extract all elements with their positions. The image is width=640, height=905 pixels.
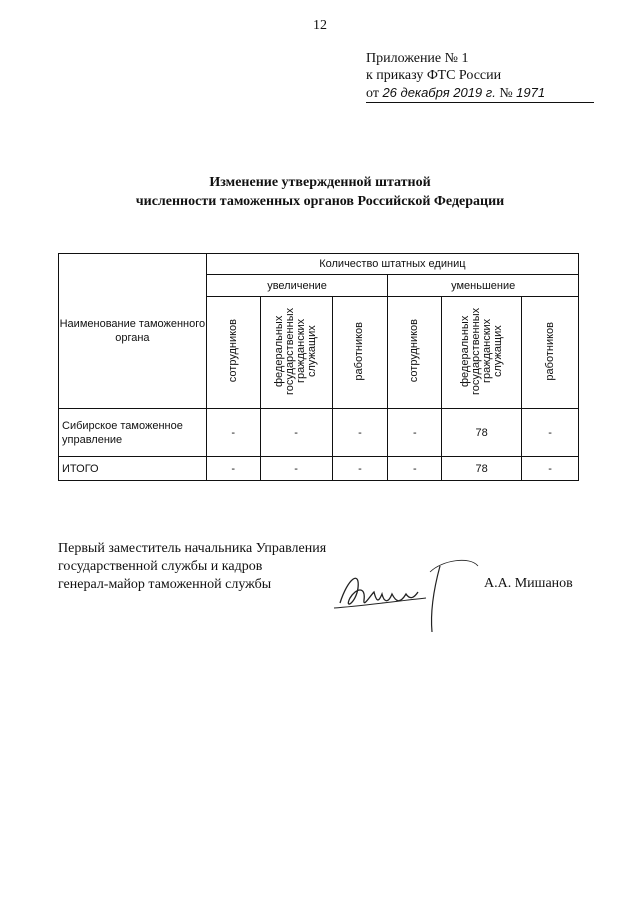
table-row (59, 409, 579, 457)
page-number: 12 (313, 18, 327, 33)
header-organ-name: Наименование таможенного органа (59, 254, 207, 409)
header-increase: увеличение (206, 275, 388, 297)
table-cell: - (388, 409, 442, 457)
subheader-label: работников (543, 321, 556, 381)
subheader-cell (442, 297, 522, 409)
table-cell: - (522, 457, 579, 481)
document-title (0, 173, 640, 211)
staff-table (58, 253, 579, 481)
signer-name: А.А. Мишанов (484, 576, 573, 591)
header-group: Количество штатных единиц (206, 254, 578, 275)
signature-line2: государственной службы и кадров (58, 559, 263, 574)
table-cell: 78 (442, 457, 522, 481)
row-name: ИТОГО (59, 457, 207, 481)
subheader-cell (388, 297, 442, 409)
table-cell: - (388, 457, 442, 481)
signature-line3: генерал-майор таможенной службы (58, 577, 272, 592)
row-name: Сибирское таможенное управление (59, 409, 207, 457)
appendix-line1: Приложение № 1 (366, 51, 469, 66)
title-line1: Изменение утвержденной штатной (209, 175, 431, 190)
subheader-cell (332, 297, 388, 409)
appendix-num-sign: № (499, 86, 513, 101)
table-cell: - (260, 457, 332, 481)
table-cell: - (332, 457, 388, 481)
title-line2: численности таможенных органов Российской Федерации (135, 194, 505, 209)
appendix-number: 1971 (516, 85, 546, 100)
handwritten-signature (330, 548, 480, 638)
signature-line1: Первый заместитель начальника Управления (58, 541, 327, 556)
subheader-label: федеральных государственных гражданских служащих (273, 307, 319, 395)
subheader-cell (522, 297, 579, 409)
table-row (59, 457, 579, 481)
appendix-date: 26 декабря 2019 г. (382, 85, 496, 100)
subheader-label: федеральных государственных гражданских служащих (458, 307, 504, 395)
subheader-label: сотрудников (226, 319, 239, 383)
appendix-prefix: от (366, 86, 379, 101)
subheader-cell (260, 297, 332, 409)
appendix-line2: к приказу ФТС России (366, 68, 502, 83)
subheader-label: работников (353, 321, 366, 381)
subheader-cell (206, 297, 260, 409)
table-cell: - (332, 409, 388, 457)
table-cell: - (206, 457, 260, 481)
table-cell: - (260, 409, 332, 457)
header-decrease: уменьшение (388, 275, 579, 297)
appendix-line3 (366, 84, 594, 103)
subheader-label: сотрудников (408, 319, 421, 383)
signature-block (58, 540, 326, 594)
appendix-block (366, 50, 594, 103)
table-cell: 78 (442, 409, 522, 457)
table-cell: - (206, 409, 260, 457)
table-cell: - (522, 409, 579, 457)
